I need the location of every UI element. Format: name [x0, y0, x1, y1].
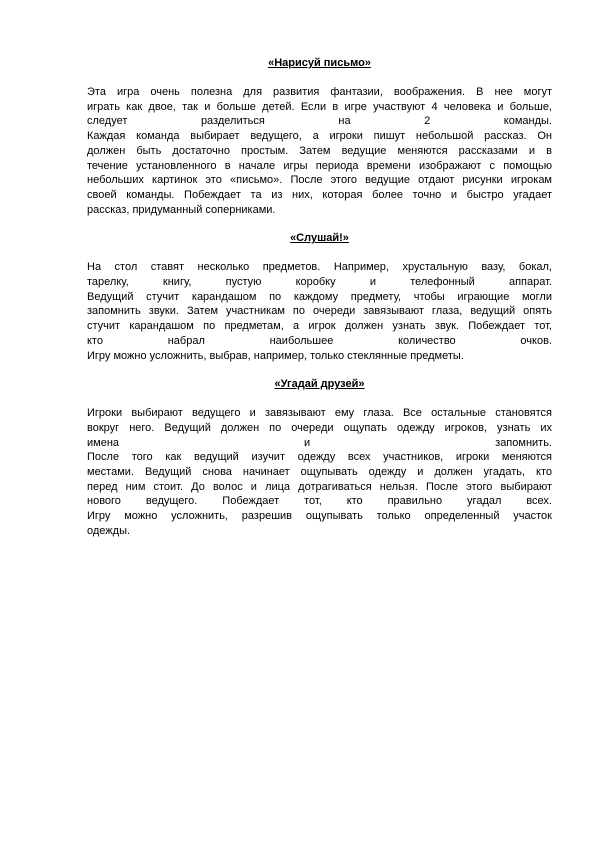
text-line: Ведущий стучит карандашом по каждому предмету, чтобы играющие могли: [87, 290, 552, 303]
text-line: Игру можно усложнить, выбрав, например, только стеклянные предметы.: [87, 349, 464, 362]
section-body-draw-letter: [87, 85, 552, 217]
text-line: После того как ведущий изучит одежду всех участников, игроки меняются: [87, 451, 552, 464]
text-line: стучит карандашом по предметам, а игрок должен узнать звук. Побеждает тот,: [87, 320, 552, 333]
text-line: кто набрал наибольшее количество очков.: [87, 334, 552, 347]
text-line: должен быть достаточно простым. Затем ведущие меняются рассказами и в: [87, 144, 552, 157]
text-line: тарелку, книгу, пустую коробку и телефонный аппарат.: [87, 276, 552, 289]
text-line: На стол ставят несколько предметов. Например, хрустальную вазу, бокал,: [87, 261, 552, 274]
section-body-guess-friends: [87, 406, 552, 538]
text-line: Каждая команда выбирает ведущего, а игроки пишут небольшой рассказ. Он: [87, 130, 552, 143]
text-line: имена и запомнить.: [87, 436, 552, 449]
text-line: вокруг него. Ведущий должен по очереди ощупать одежду игроков, узнать их: [87, 421, 552, 434]
text-line: следует разделиться на 2 команды.: [87, 115, 552, 128]
section-title-draw-letter: «Нарисуй письмо»: [268, 57, 371, 69]
section-body-listen: [87, 260, 552, 363]
text-line: нового ведущего. Побеждает тот, кто правильно угадал всех.: [87, 495, 552, 508]
text-line: Игру можно усложнить, разрешив ощупывать только определенный участок: [87, 510, 552, 523]
text-line: рассказ, придуманный соперниками.: [87, 203, 276, 216]
section-title-listen: «Слушай!»: [290, 232, 349, 245]
text-line: своей команды. Побеждает та из них, которая более точно и быстро угадает: [87, 188, 552, 201]
text-line: играть как двое, так и больше детей. Если в игре участвуют 4 человека и больше,: [87, 100, 552, 113]
text-line: течение установленного в начале игры периода времени изображают с помощью: [87, 159, 552, 172]
text-line: небольших картинок это «письмо». После этого ведущие отдают рисунки игрокам: [87, 174, 552, 187]
text-line: Эта игра очень полезна для развития фантазии, воображения. В нее могут: [87, 86, 552, 98]
text-line: запомнить звуки. Затем участникам по очереди завязывают глаза, ведущий опять: [87, 305, 552, 318]
text-line: одежды.: [87, 524, 131, 537]
text-line: Игроки выбирают ведущего и завязывают ему глаза. Все остальные становятся: [87, 407, 552, 420]
text-line: перед ним стоит. До волос и лица дотрагиваться нельзя. После этого выбирают: [87, 480, 552, 493]
text-line: местами. Ведущий снова начинает ощупывать одежду и должен угадать, кто: [87, 466, 552, 479]
section-title-guess-friends: «Угадай друзей»: [274, 378, 365, 391]
document-page: [87, 56, 552, 539]
